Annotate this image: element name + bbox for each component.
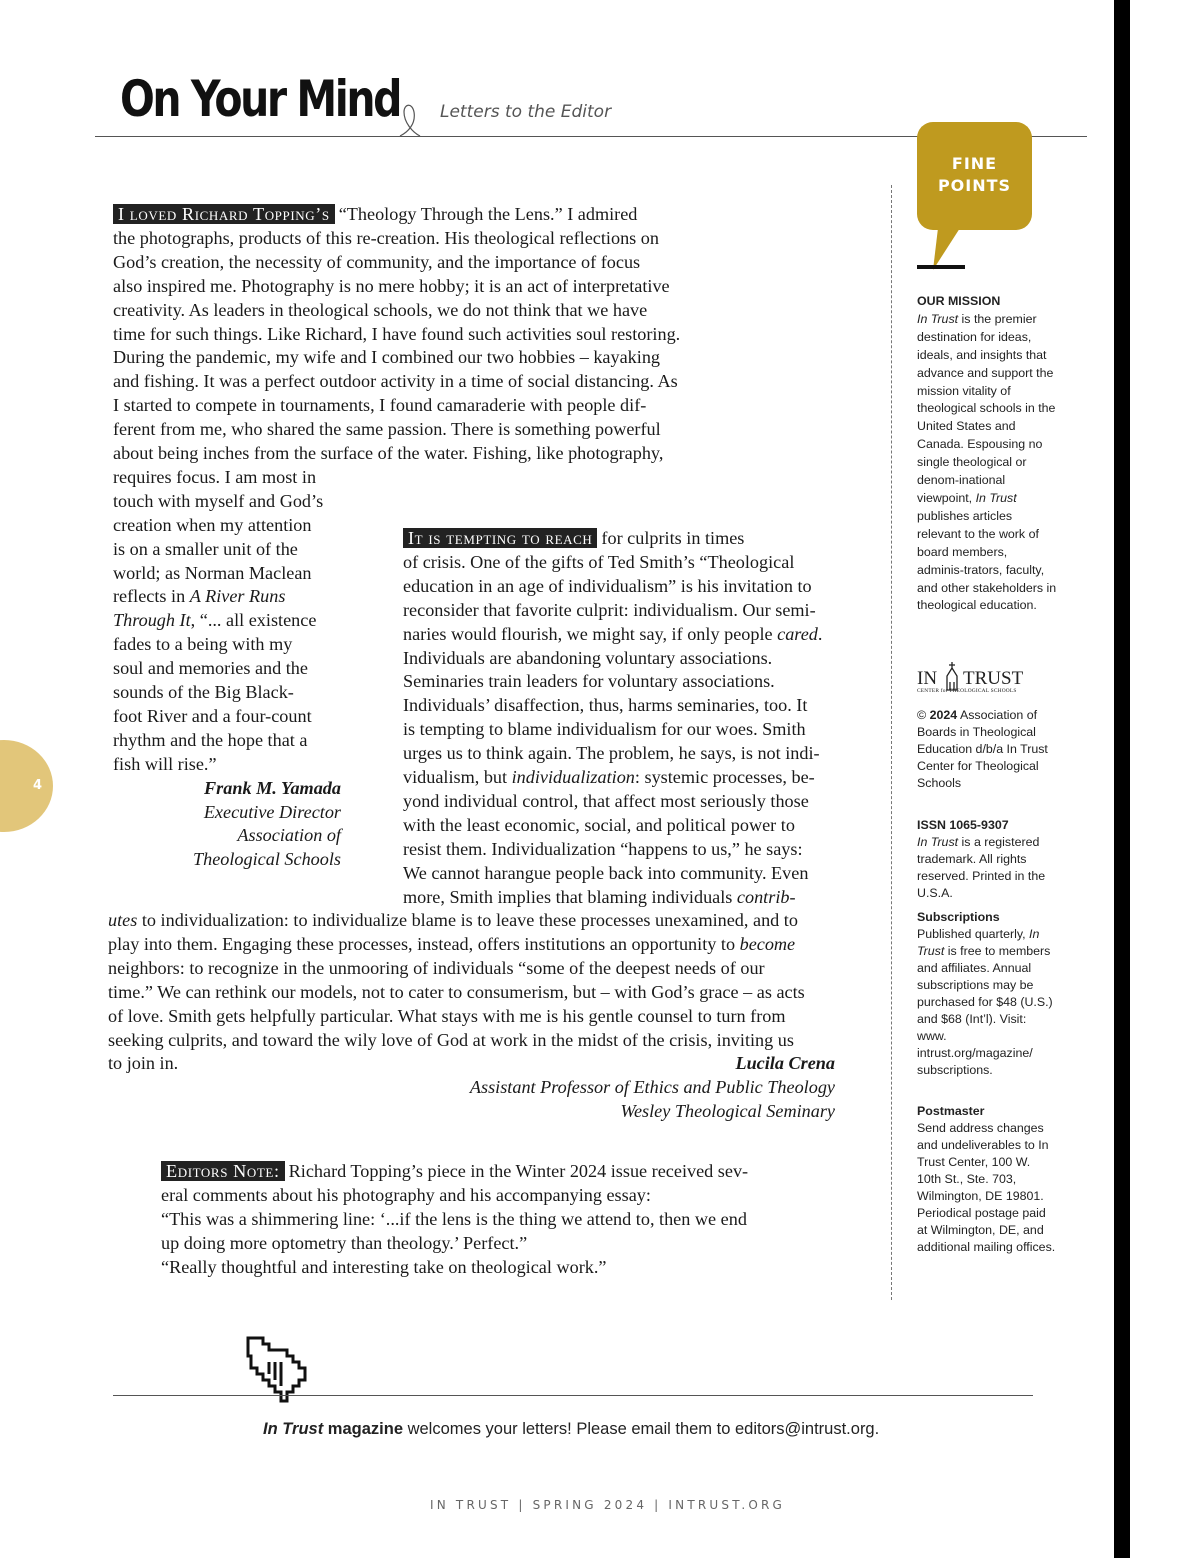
letter-1-line: requires focus. I am most in [113, 466, 317, 487]
letter-1-author: Frank M. Yamada [204, 777, 341, 798]
letter-2-line: seeking culprits, and toward the wily love of God at work in the midst of the crisis, inviting us [108, 1029, 794, 1050]
letter-1-line: soul and memories and the [113, 658, 308, 679]
letter-2-line: time.” We can rethink our models, not to cater to consumerism, but – with God’s grace – as acts [108, 981, 805, 1002]
subs-pre: Published quarterly, [917, 927, 1026, 941]
letter-2-line: education in an age of individualism” is his invitation to [403, 575, 812, 596]
copyright-symbol: © [917, 708, 927, 722]
issn: ISSN 1065-9307 [917, 818, 1009, 832]
editors-note-first-line: Richard Topping’s piece in the Winter 2024 issue received sev- [288, 1161, 749, 1181]
intrust-logo [917, 664, 1057, 698]
letter-1-line: time for such things. Like Richard, I have found such activities soul restoring. [113, 323, 681, 344]
letter-1-line: I started to compete in tournaments, I found camaraderie with people dif- [113, 395, 647, 416]
letter-1-line: fades to a being with my [113, 634, 293, 655]
letter-2-first-line: for culprits in times [601, 528, 745, 548]
letter-1-line: God’s creation, the necessity of community, and the importance of focus [113, 251, 641, 272]
reflects-text: reflects in [113, 586, 186, 607]
letter-1-line: touch with myself and God’s [113, 490, 324, 511]
letter-1-line: is on a smaller unit of the [113, 538, 298, 559]
letter-1-line: During the pandemic, my wife and I combined our two hobbies – kayaking [113, 347, 661, 368]
mission-heading: OUR MISSION [917, 294, 1001, 308]
become-word: become [739, 933, 796, 954]
letter-1-line: the photographs, products of this re-creation. His theological reflections on [113, 227, 659, 248]
welcome-line [263, 1420, 879, 1439]
badge-line2: POINTS [937, 176, 1012, 195]
indiv-post: : systemic processes, be- [634, 767, 815, 787]
letter-1-line: creation when my attention [113, 514, 312, 535]
letter-2-line: resist them. Individualization “happens to us,” he says: [403, 838, 803, 859]
book-title: A River Runs [189, 586, 286, 607]
letter-1-line: creativity. As leaders in theological schools, we do not think that we have [113, 299, 648, 320]
letter-1-line: fish will rise.” [113, 753, 217, 774]
letter-2-line: of crisis. One of the gifts of Ted Smith’s “Theological [403, 551, 795, 572]
page-title: On Your Mind [120, 70, 400, 128]
letter-2-author-org: Wesley Theological Seminary [620, 1101, 835, 1122]
contrib-pre: more, Smith implies that blaming individuals [403, 886, 733, 907]
letter-1-author-title: Executive Director [203, 801, 341, 822]
tm-text: is a registered trademark. All rights reserved. Printed in the U.S.A. [917, 835, 1046, 900]
editors-note-lead: Editors Note: [161, 1161, 285, 1181]
page-number: 4 [33, 778, 43, 793]
tm-italic: In Trust [917, 835, 959, 849]
letter-2-line: is tempting to blame individualism for our woes. Smith [403, 719, 806, 740]
letter-2-line: of love. Smith gets helpfully particular. What stays with me is his gentle counsel to turn from [108, 1005, 786, 1026]
letter-2-author-title: Assistant Professor of Ethics and Public Theology [469, 1077, 835, 1098]
letter-2 [403, 527, 843, 907]
letter-1-line: foot River and a four-count [113, 705, 312, 726]
fine-points-badge [917, 122, 1032, 230]
mission-italic-2: In Trust [975, 490, 1017, 505]
subscriptions-block [917, 909, 1057, 1079]
letter-1-lead: I loved Richard Topping’s [113, 204, 335, 224]
page-footer: IN TRUST | SPRING 2024 | INTRUST.ORG [430, 1498, 786, 1512]
letter-1-line: and fishing. It was a perfect outdoor activity in a time of social distancing. As [113, 371, 678, 392]
logo-in: IN [917, 668, 938, 689]
contrib-word: contrib- [736, 886, 796, 907]
mission-italic: In Trust [917, 311, 959, 326]
letter-2-line: reconsider that favorite culprit: individualism. Our semi- [403, 599, 816, 620]
page-edge-bar [1114, 0, 1130, 1558]
copyright-block [917, 707, 1057, 792]
letter-1-first-line: “Theology Through the Lens.” I admired [338, 204, 638, 224]
utes-word: utes [108, 910, 138, 930]
postmaster-heading: Postmaster [917, 1104, 985, 1118]
welcome-italic: In Trust [263, 1420, 324, 1438]
footer-rule [113, 1395, 1033, 1396]
letter-2-lead: It is tempting to reach [403, 528, 597, 548]
copyright-year: 2024 [929, 708, 958, 722]
letter-2-line: to join in. [108, 1053, 179, 1074]
letter-2-line: We cannot harangue people back into community. Even [403, 862, 809, 883]
letter-1-author-org: Theological Schools [192, 849, 341, 870]
book-title-cont: Through It [113, 610, 191, 631]
editors-note [161, 1160, 801, 1290]
logo-trust: TRUST [963, 668, 1024, 689]
editors-note-line: “This was a shimmering line: ‘...if the lens is the thing we attend to, then we end [161, 1208, 747, 1229]
letter-2-line: urges us to think again. The problem, he says, is not indi- [403, 743, 820, 764]
welcome-bold: magazine [327, 1420, 403, 1438]
mission-text: is the premier destination for ideas, ideals, and insights that advance and support the mission vitality of theological schools in the United States and Canada. Espousing no single theological or denom-inational viewpoint, [917, 311, 1056, 505]
editors-note-line: “Really thoughtful and interesting take on theological work.” [161, 1256, 607, 1277]
logo-subtitle: CENTER for THEOLOGICAL SCHOOLS [917, 688, 1017, 694]
letter-1-line: ferent from me, who shared the same passion. There is something powerful [113, 419, 661, 440]
letter-1-line: about being inches from the surface of the water. Fishing, like photography, [113, 443, 664, 463]
become-pre: play into them. Engaging these processes, instead, offers institutions an opportunity to [108, 933, 736, 954]
letter-1-author-org: Association of [237, 825, 341, 846]
sidebar-accent-bar [917, 265, 965, 269]
curl-ornament [398, 98, 422, 140]
letter-1-line: sounds of the Big Black- [113, 682, 294, 702]
subscriptions-heading: Subscriptions [917, 910, 1000, 924]
pointing-hand-icon [245, 1335, 311, 1407]
postmaster-text: Send address changes and undeliverables to In Trust Center, 100 W. 10th St., Ste. 703, Wilmington, DE 19801. Periodical postage paid at Wilmington, DE, and additional mailing offices. [917, 1121, 1056, 1254]
after-title-text: , “... all existence [190, 610, 317, 631]
letter-1-line: world; as Norman Maclean [113, 562, 312, 583]
letter-2-wide [108, 909, 848, 1129]
welcome-text: welcomes your letters! Please email them to editors@intrust.org. [407, 1420, 880, 1438]
letter-2-line: yond individual control, that affect most seriously those [403, 790, 809, 811]
cared-pre: naries would flourish, we might say, if only people [403, 623, 773, 644]
letter-2-line: with the least economic, social, and political power to [403, 814, 795, 835]
page-subtitle: Letters to the Editor [440, 102, 612, 122]
editors-note-line: up doing more optometry than theology.’ Perfect.” [161, 1232, 528, 1253]
subs-italic: In Trust [917, 927, 1040, 958]
sidebar-divider [891, 185, 892, 1300]
utes-post: to individualization: to individualize blame is to leave these processes unexamined, and to [137, 910, 798, 930]
cared-post: . [817, 623, 823, 644]
badge-line1: FINE [951, 154, 998, 173]
indiv-word: individualization [511, 767, 635, 787]
letter-2-line: neighbors: to recognize in the unmooring of individuals “some of the deepest needs of our [108, 957, 765, 978]
letter-2-author: Lucila Crena [735, 1053, 835, 1074]
page-number-tab [0, 740, 53, 832]
letter-2-line: Individuals’ disaffection, thus, harms seminaries, too. It [403, 695, 808, 716]
postmaster-block [917, 1103, 1057, 1256]
issn-block [917, 817, 1057, 902]
mission-block [917, 293, 1057, 615]
indiv-pre: vidualism, but [403, 767, 508, 787]
mission-text-2: publishes articles relevant to the work of board members, adminis-trators, faculty, and other stakeholders in theological education. [917, 508, 1057, 613]
copyright-text: Association of Boards in Theological Education d/b/a In Trust Center for Theological Schools [917, 708, 1048, 790]
letter-1-line: also inspired me. Photography is no mere hobby; it is an act of interpretative [113, 275, 670, 296]
letter-2-line: Individuals are abandoning voluntary associations. [403, 647, 773, 668]
letter-1-line: rhythm and the hope that a [113, 729, 308, 750]
editors-note-line: eral comments about his photography and his accompanying essay: [161, 1184, 651, 1205]
cared-word: cared [777, 623, 818, 644]
subs-text: is free to members and affiliates. Annual subscriptions may be purchased for $48 (U.S.) and $68 (Int’l). Visit: www. intrust.org/magazine/ subscriptions. [917, 944, 1053, 1077]
letter-2-line: Seminaries train leaders for voluntary associations. [403, 671, 775, 692]
